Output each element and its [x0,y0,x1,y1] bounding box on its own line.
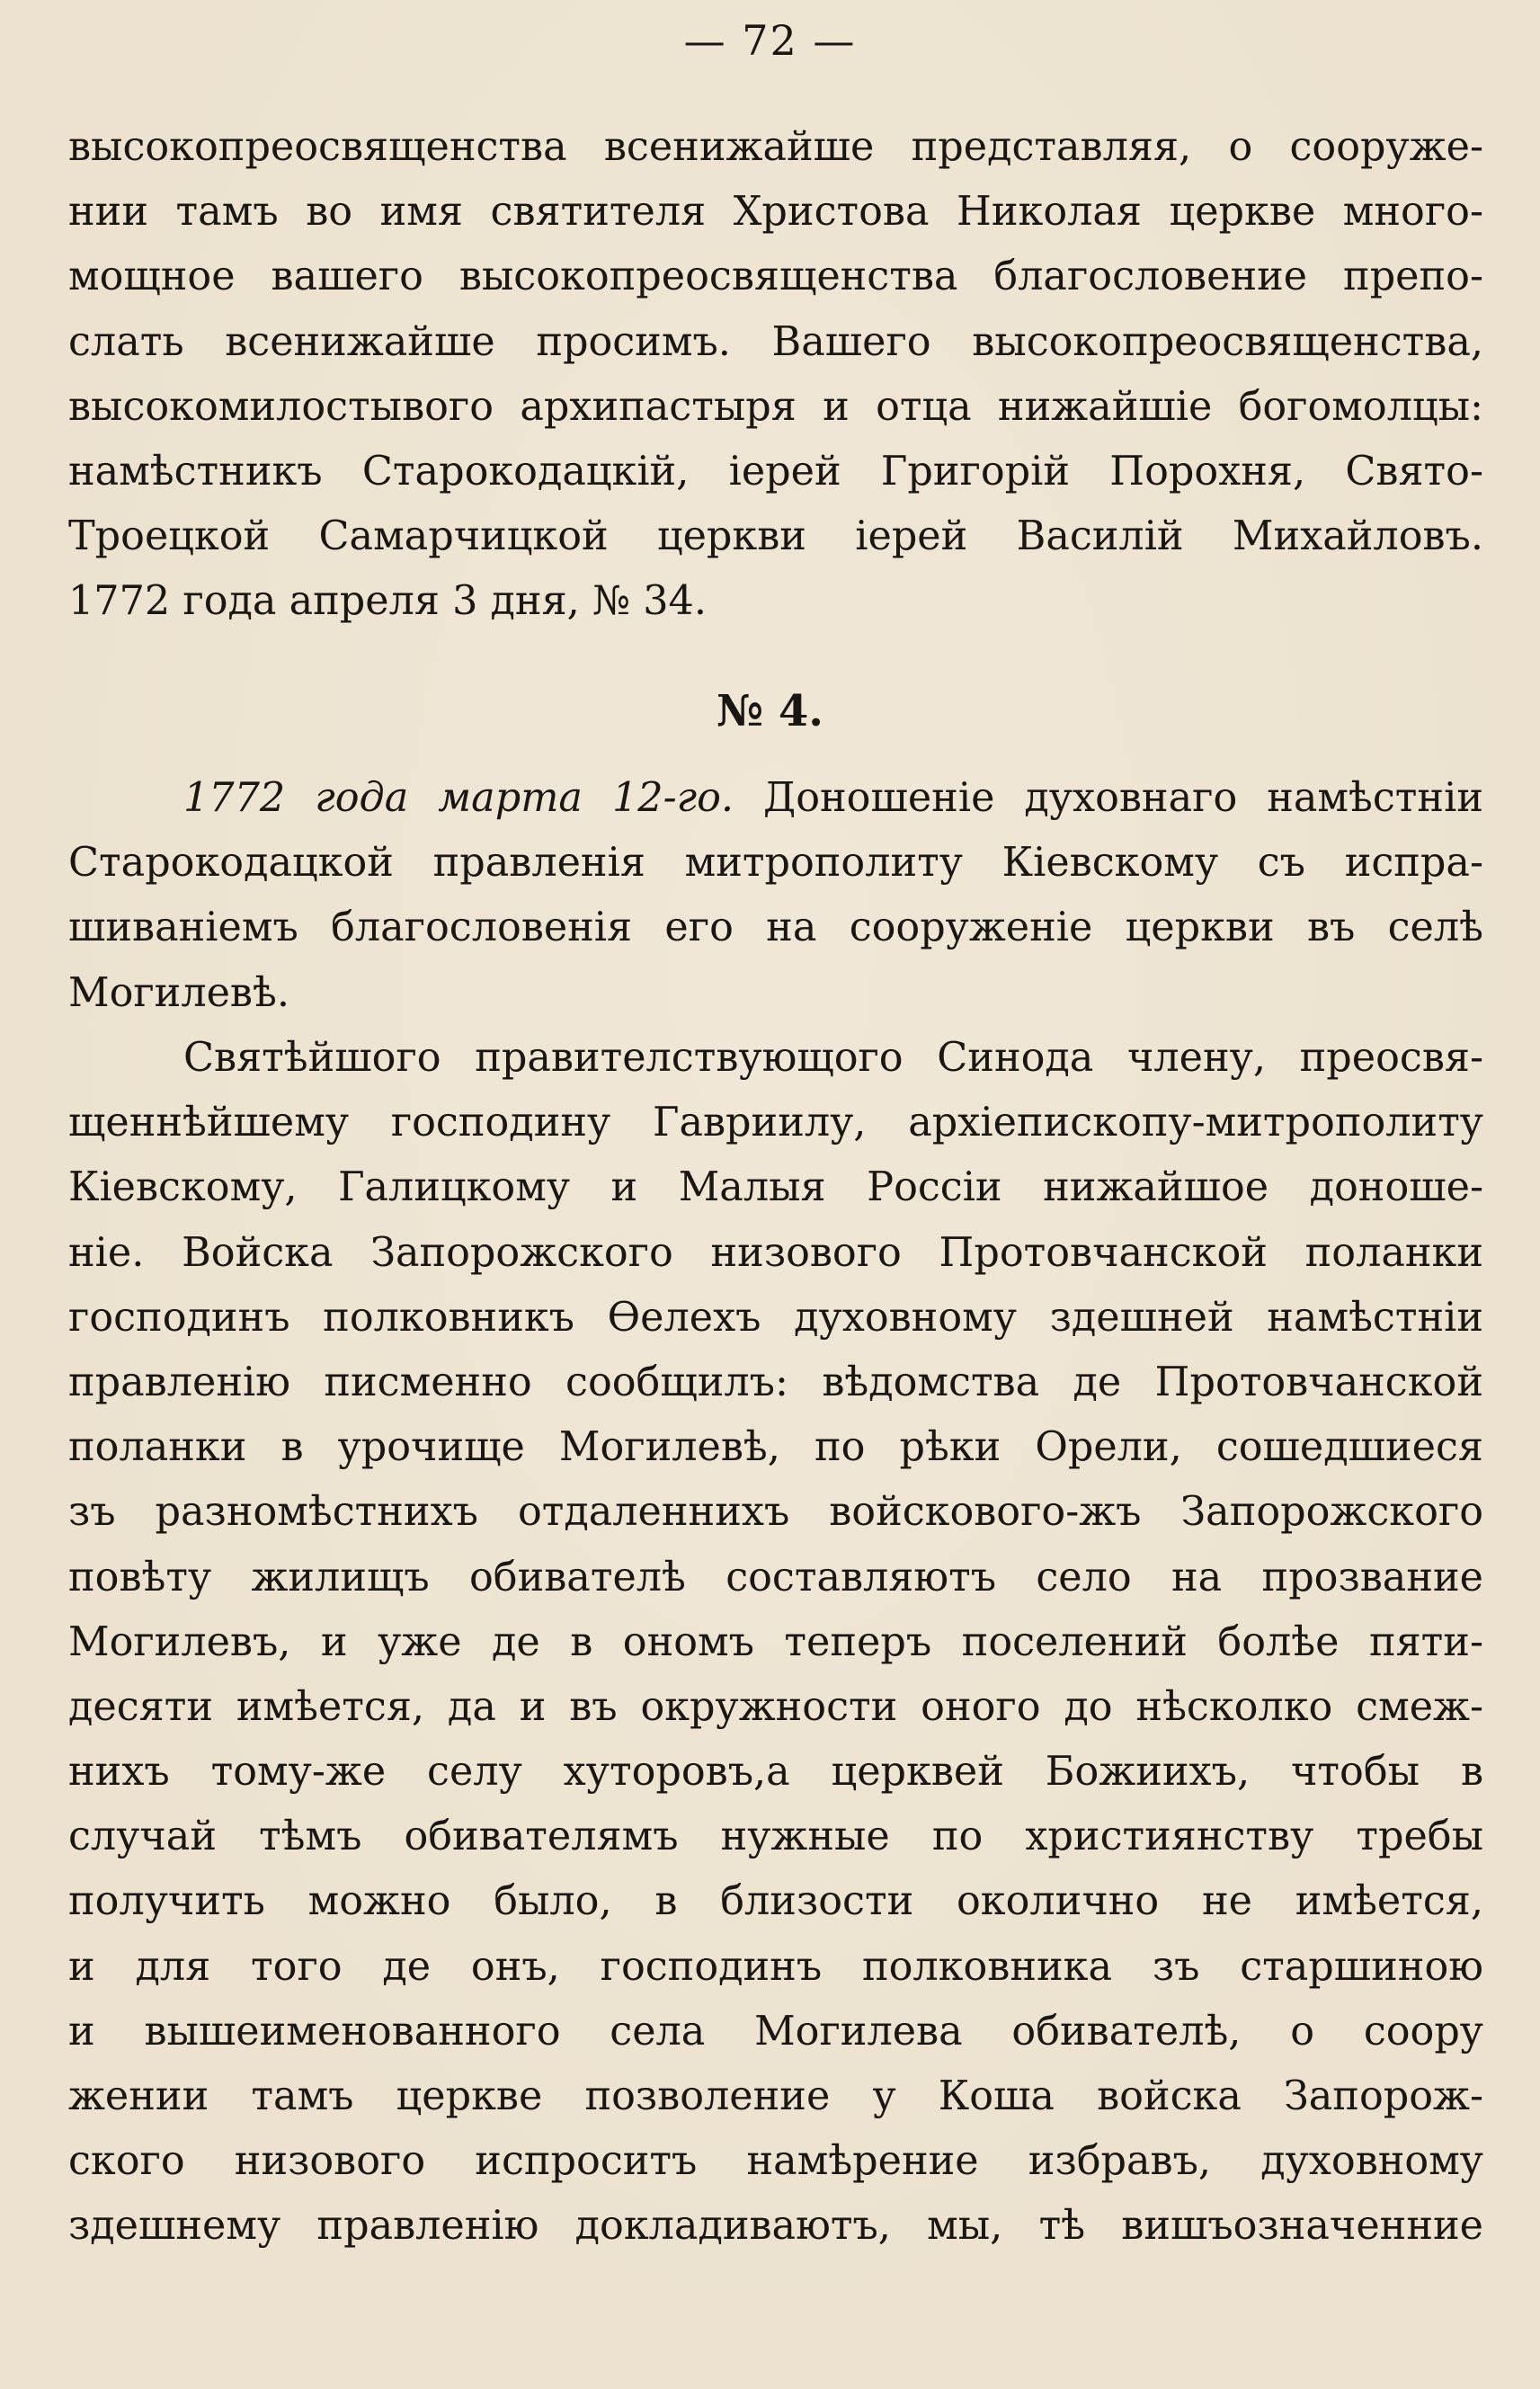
text-line: десяти имѣется, да и въ окружности оного до нѣсколко смеж- [68,1683,1483,1730]
text-line: Троецкой Самарчицкой церкви іерей Василій Михайловъ. [68,513,1483,560]
text-line: Могилевѣ. [68,969,289,1016]
summary-date: 1772 года марта 12-го. [183,775,734,821]
text-line: высокомилостывого архипастыря и отца нижайшіе богомолцы: [68,383,1483,430]
text-line: нихъ тому-же селу хуторовъ,а церквей Божиихъ, чтобы в [68,1749,1483,1796]
text-line: здешнему правленію докладиваютъ, мы, тѣ вишъозначенние [68,2203,1483,2250]
text-line: слать всенижайше просимъ. Вашего высокопреосвященства, [68,318,1483,365]
text-line: получить можно было, в близости околично не имѣется, [68,1878,1483,1925]
text-line: повѣту жилищъ обивателѣ составляютъ село на прозвание [68,1554,1483,1600]
text-line: случай тѣмъ обивателямъ нужные по християнству требы [68,1814,1483,1860]
text-line: Кіевскому, Галицкому и Малыя Россіи нижайшое доноше- [68,1164,1483,1211]
text-line: и для того де онъ, господинъ полковника зъ старшиною [68,1943,1483,1990]
text-line: Старокодацкой правленія митрополиту Кіевскому съ испра- [68,840,1483,887]
text-line: 1772 года апреля 3 дня, № 34. [68,578,707,625]
text-line: ніе. Войска Запорожского низового Протовчанской поланки [68,1229,1483,1276]
text-line: жении тамъ церкве позволение у Коша войска Запорож- [68,2073,1483,2119]
paragraph-continuation [68,115,1483,635]
text-line: ского низового испроситъ намѣрение избравъ, духовному [68,2138,1483,2185]
text-line: поланки в урочище Могилевѣ, по рѣки Орели, сошедшиеся [68,1424,1483,1471]
text-line: господинъ полковникъ Ѳелехъ духовному здешней намѣстніи [68,1294,1483,1341]
document-body [68,1026,1483,2260]
document-summary [68,766,1483,1026]
summary-first-line-text: Доношеніе духовнаго намѣстніи [763,775,1483,821]
text-line: щеннѣйшему господину Гавриилу, архіепископу-митрополиту [68,1100,1483,1146]
text-line: Святѣйшого правителствующого Синода члену, преосвя- [183,1035,1483,1081]
text-line: мощное вашего высокопреосвященства благословение препо- [68,254,1483,300]
document-heading: № 4. [717,686,823,736]
summary-first-line [68,766,1483,831]
text-line: намѣстникъ Старокодацкій, іерей Григорій Порохня, Свято- [68,448,1483,495]
page-number: — 72 — [683,16,857,65]
text-line: и вышеименованного села Могилева обивателѣ, о соору [68,2008,1483,2055]
text-line: правленію писменно сообщилъ: вѣдомства де Протовчанской [68,1359,1483,1405]
text-line: зъ разномѣстнихъ отдаленнихъ войскового-жъ Запорожского [68,1489,1483,1536]
text-line: Могилевъ, и уже де в ономъ теперъ поселений болѣе пяти- [68,1618,1483,1665]
text-line: нии тамъ во имя святителя Христова Николая церкве много- [68,189,1483,236]
text-line: шиваніемъ благословенія его на сооруженіе церкви въ селѣ [68,905,1483,951]
text-line: высокопреосвященства всенижайше представляя, о сооруже- [68,124,1483,170]
